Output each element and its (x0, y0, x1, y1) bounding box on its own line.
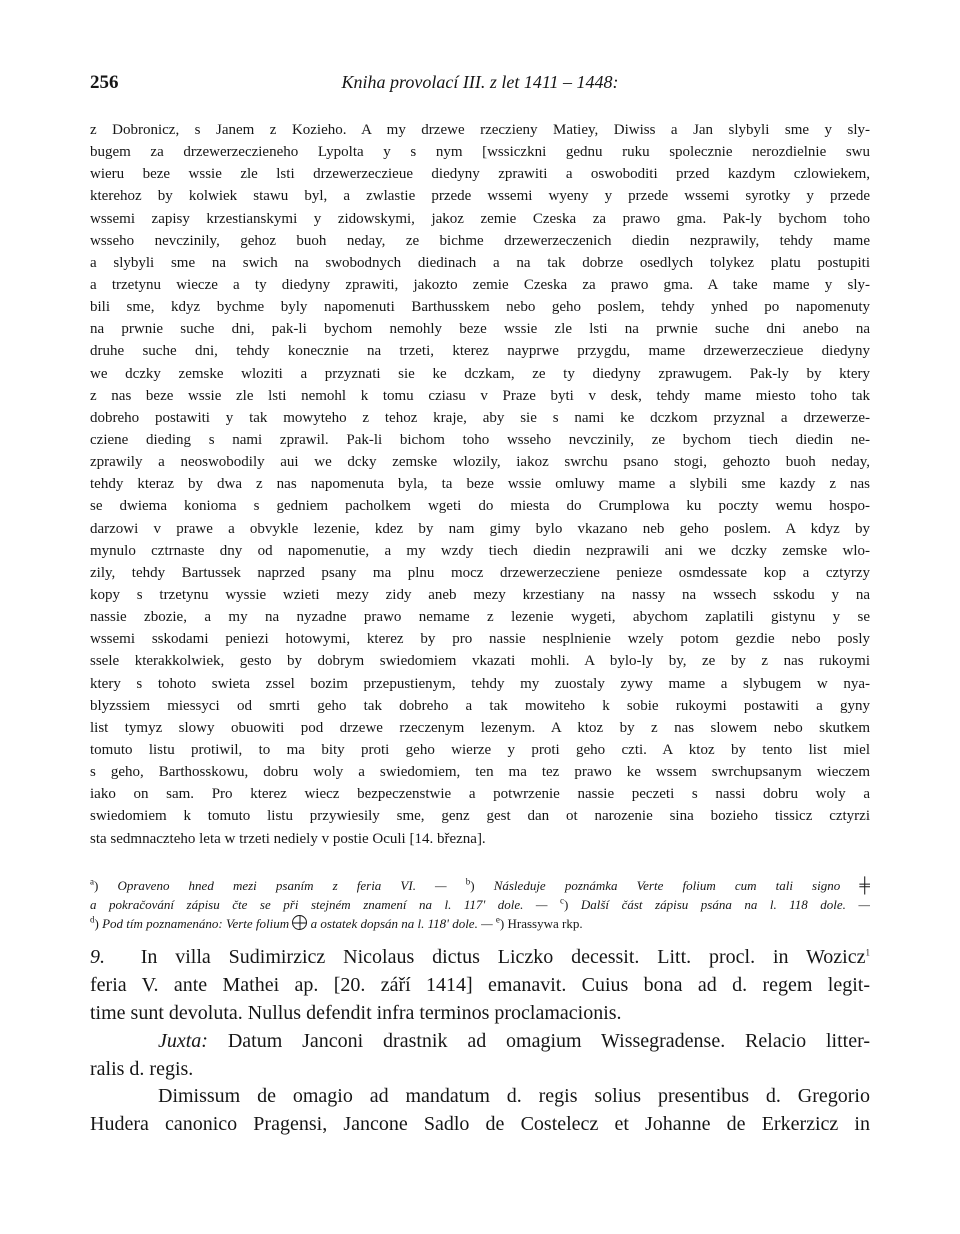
running-title: Kniha provolací III. z let 1411 – 1448: (341, 72, 619, 92)
footnote-b-continuation: a pokračování zápisu čte se při stejném znamení na l. 117' dole. — (90, 897, 548, 912)
text-line: a trzetynu wiecze a ty diedyny zprawiti, jakozto zemie Czeska za prawo gma. A take mame y sly- (90, 276, 870, 293)
text-line: z nas beze wssie zle lsti nemohl k tomu cziasu v Praze byti v desk, tehdy mame miesto toho tak (90, 387, 870, 404)
footnote-marker-d: d (90, 914, 95, 925)
footnote-c-text: Další část zápisu psána na l. 118 dole. — (580, 897, 870, 912)
page-number: 256 (90, 72, 119, 93)
footnote-line-2: a pokračování zápisu čte se při stejném znamení na l. 117' dole. — $^c$) Další část zápisu psána na l. 118 dole. — (90, 895, 870, 912)
footnote-marker-e: e (495, 914, 500, 925)
text-line: se dwiema konioma s gedniem pacholkem wgeti do miesta do Crumplowa ku poczty wemu hospo- (90, 498, 870, 515)
footnote-marker-b: b (465, 876, 471, 887)
document-text-block (90, 119, 870, 850)
text-line: list tymyz slowy obuowiti pod drzewe rzeczenym lezenym. A ktoz by z nas slowem nebo skutkem (90, 719, 870, 736)
circled-cross-sign-icon (292, 915, 307, 930)
text-line: na prwnie suche dni, pak-li bychom nemohly beze wssie zle lsti na prwnie suche dni anebo na (90, 321, 870, 338)
text-line: z Dobronicz, s Janem z Kozieho. A my drzewe rzeczieny Matiey, Diwiss a Jan slybyli sme y sly- (90, 122, 870, 138)
juxta-text-1: Datum Janconi drastnik ad omagium Wissegradense. Relacio litter- (227, 1029, 870, 1052)
juxta-line-1 (90, 1028, 870, 1056)
text-line: a slybyli sme na swich na swobodnych diedinach a na tak dobrze osedlych tolykez platu postupiti (90, 254, 870, 271)
text-line: ktery s tohoto swieta zssel bozim przepustienym, tehdy my zuostaly zywy mame a slybugem w nya- (90, 675, 870, 692)
footnote-b-text: Následuje poznámka Verte folium cum tali signo (493, 878, 841, 893)
page-header (90, 72, 870, 102)
entry-line-1 (90, 944, 870, 972)
footnote-a-text: Opraveno hned mezi psaním z feria VI. — (117, 878, 447, 893)
footnote-d-text-continued: a ostatek dopsán na l. 118' dole. — (310, 916, 493, 931)
text-line: blyzssiem miessyci od smrti geho tak dobreho a tak mowiteho k sobie rukoymi postawiti a gyny (90, 697, 870, 714)
entry-line-2: feria V. ante Mathei ap. [20. září 1414] emanavit. Cuius bona ad d. regem legit- (90, 973, 870, 996)
entry-superscript: 1 (865, 947, 870, 958)
footnote-line-1: $^a$) Opraveno hned mezi psaním z feria VI. — $^b$) Následuje poznámka Verte folium cum tali signo ╪ (90, 876, 870, 894)
footnote-e-text: Hrassywa rkp. (507, 916, 583, 931)
footnote-marker-a: a (90, 876, 94, 887)
text-line: bili sme, kdyz bychme byly napomenuti Barthusskem nebo geho poslem, tehdy ynhed po napomenuty (90, 299, 870, 316)
entry-text-1: In villa Sudimirzicz Nicolaus dictus Liczko decessit. Litt. procl. in Wozicz (140, 946, 866, 968)
text-line: kterehoz by kolwiek stawu byl, a zwlastie przede wssemi wyeny y przede wssemi syrotky y przede (90, 188, 870, 205)
text-line: zprawily a neoswobodily aui we dcky zemske wlozily, iakoz swrchu psano stogi, gehozto buoh neday, (90, 454, 870, 471)
text-line: iako on sam. Pro kterez wiecz bezpeczenstwie a potwrzenie nassie peczeti s nassi dobru woly a (90, 786, 870, 803)
text-line: we dczky zemske wloziti a przyznati sie ke dczkam, ze ty diedyny zprawugem. Pak-ly by ktery (90, 365, 870, 382)
entry-line-3: time sunt devoluta. Nullus defendit infra terminos proclamacionis. (90, 1001, 622, 1024)
entry-number: 9. (90, 946, 105, 968)
text-line: darzowi v prawe a obvykle lezenie, kdez by nam gimy bylo vkazano neb geho poslem. A kdyz by (90, 520, 870, 537)
text-line: zily, tehdy Bartussek naprzed psany ma plnu mocz drzewerzecziene penieze osmdessate kop a cztyrzy (90, 564, 870, 581)
text-line: dobreho postawiti y tak mowyteho z tehoz kraje, aby sie s nami ke dczkom przyznal a drzewerze- (90, 409, 870, 426)
text-line: wieru beze wssie zle lsti drzewerzeczieue diedyny zprawiti a oswoboditi przed kazdym czlowiekem, (90, 166, 870, 183)
text-line: wsseho nevczinily, gehoz buoh neday, ze bichme drzewerzeczenich diedin nezprawily, tehdy mame (90, 232, 870, 249)
text-line: swiedomiem k tomuto listu przywiesily sme, genz gest dan ot narozenie sina bozieho tissicz cztyrzi (90, 808, 870, 825)
text-line: wssemi sskodami peniezi hotowymi, kterez by pro nassie nesplnienie wzely potom gezdie nebo posly (90, 631, 870, 648)
text-line: wssemi zapisy krzestianskymi y zidowskymi, jakoz zemie Czeska za prawo gma. Pak-ly bychom toho (90, 210, 870, 227)
text-line: druhe suche dni, tehdy konecznie na trzeti, kterez nayprwe przygdu, mame drzewerzeczieue diedyny (90, 343, 870, 360)
text-line: sta sedmnaczteho leta w trzeti nediely v postie Oculi [14. března]. (90, 830, 486, 847)
text-line: nassie zbozie, a my na nyzadne prawo nemame z lezenie wygeti, abychom zaplatili gistynu y se (90, 609, 870, 626)
text-line: bugem za drzewerzeczieneho Lypolta y s nym [wssiczkni gednu ruku spolecznie nerozdielnie swu (90, 144, 870, 161)
text-line: tomuto listu protiwil, to ma bity proti geho wierze y proti geho czti. A ktoz by tento list miel (90, 741, 870, 758)
entry-9 (90, 944, 870, 1139)
double-cross-sign-icon: ╪ (859, 878, 870, 894)
text-line: s geho, Barthosskowu, dobru woly a swiedomiem, ten ma tez prawo ke wssem swrchupsanym wieczem (90, 764, 870, 781)
footnote-d-text: Pod tím poznamenáno: Verte folium (102, 916, 290, 931)
text-line: ssele kterakkolwiek, gesto by dobrym swiedomiem vkazati mohli. A bylo-ly by, ze by z nas rukoymi (90, 653, 870, 670)
footnotes (90, 876, 870, 933)
footnote-marker-c: c (560, 895, 565, 906)
text-line: kopy s trzetynu wyssie wzieti mezy zidy aneb mezy krzestiany na nassy na wssech sskodu y na (90, 586, 870, 603)
juxta-label: Juxta: (158, 1029, 208, 1052)
dimissum-line-1 (90, 1083, 870, 1111)
text-line: mynulo cztrnaste dny od napomenutie, a my wzdy tiech diedin nezprawili ani we dczky zemske wlo- (90, 542, 870, 559)
dimissum-text-1: Dimissum de omagio ad mandatum d. regis solius presentibus d. Gregorio (158, 1085, 870, 1108)
text-line: cziene dieding s nami zprawil. Pak-li bichom toho wsseho nevczinily, ze bychom tiech diedin ne- (90, 431, 870, 448)
juxta-line-2: ralis d. regis. (90, 1057, 194, 1080)
footnote-line-3: $^d$) Pod tím poznamenáno: Verte folium a ostatek dopsán na l. 118' dole. — $^e$) Hrassywa rkp. (90, 914, 583, 931)
text-line: tehdy kteraz by dwa z nas napomenuta byla, ta beze wssie omluwy mame a slybili sme kazdy z nas (90, 476, 870, 493)
dimissum-line-2: Hudera canonico Pragensi, Jancone Sadlo de Costelecz et Johanne de Erkerzicz in (90, 1113, 870, 1136)
